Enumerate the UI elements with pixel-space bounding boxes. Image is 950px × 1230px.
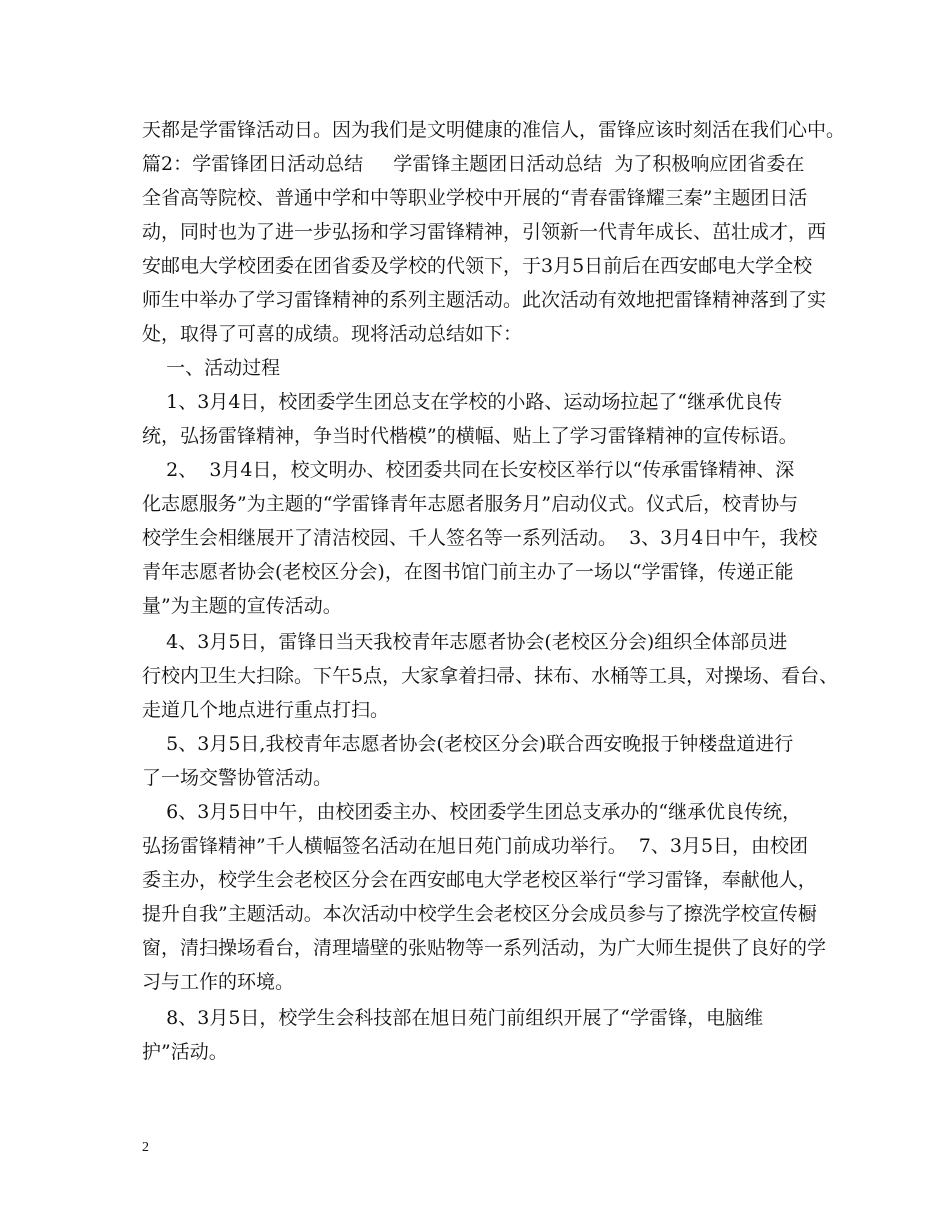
text-line: 量”为主题的宣传活动。 xyxy=(142,595,342,617)
text-line: 师生中举办了学习雷锋精神的系列主题活动。此次活动有效地把雷锋精神落到了实 xyxy=(142,289,827,311)
page-number: 2 xyxy=(142,1140,149,1155)
text-line: 了一场交警协管活动。 xyxy=(142,767,333,789)
text-line: 青年志愿者协会(老校区分会)，在图书馆门前主办了一场以“学雷锋，传递正能 xyxy=(142,561,794,583)
text-line: 4、3月5日，雷锋日当天我校青年志愿者协会(老校区分会)组织全体部员进 xyxy=(142,631,788,653)
text-line: 习与工作的环境。 xyxy=(142,971,295,993)
text-line: 安邮电大学校团委在团省委及学校的代领下，于3月5日前后在西安邮电大学全校 xyxy=(142,255,813,277)
text-line: 窗，清扫操场看台，清理墙壁的张贴物等一系列活动，为广大师生提供了良好的学 xyxy=(142,937,827,959)
text-line: 校学生会相继展开了清洁校园、千人签名等一系列活动。 3、3月4日中午，我校 xyxy=(142,527,818,549)
text-line: 2、 3月4日，校文明办、校团委共同在长安校区举行以“传承雷锋精神、深 xyxy=(142,459,795,481)
text-line: 全省高等院校、普通中学和中等职业学校中开展的“青春雷锋耀三秦”主题团日活 xyxy=(142,187,808,209)
section-heading: 一、活动过程 xyxy=(142,357,281,379)
text-line: 统，弘扬雷锋精神，争当时代楷模”的横幅、贴上了学习雷锋精神的宣传标语。 xyxy=(142,425,798,447)
text-line: 8、3月5日，校学生会科技部在旭日苑门前组织开展了“学雷锋，电脑维 xyxy=(142,1007,764,1029)
text-line: 5、3月5日,我校青年志愿者协会(老校区分会)联合西安晚报于钟楼盘道进行 xyxy=(142,733,794,755)
text-line: 弘扬雷锋精神”千人横幅签名活动在旭日苑门前成功举行。 7、3月5日，由校团 xyxy=(142,835,809,857)
text-line: 篇2：学雷锋团日活动总结 学雷锋主题团日活动总结 为了积极响应团省委在 xyxy=(142,153,805,175)
text-line: 行校内卫生大扫除。下午5点，大家拿着扫帚、抹布、水桶等工具，对操场、看台、 xyxy=(142,665,839,687)
text-line: 提升自我”主题活动。本次活动中校学生会老校区分会成员参与了擦洗学校宣传橱 xyxy=(142,903,817,925)
text-line: 委主办，校学生会老校区分会在西安邮电大学老校区举行“学习雷锋，奉献他人， xyxy=(142,869,817,891)
text-line: 动，同时也为了进一步弘扬和学习雷锋精神，引领新一代青年成长、茁壮成才，西 xyxy=(142,221,827,243)
text-line: 护”活动。 xyxy=(142,1041,228,1063)
text-line: 走道几个地点进行重点打扫。 xyxy=(142,699,390,721)
text-line: 天都是学雷锋活动日。因为我们是文明健康的准信人，雷锋应该时刻活在我们心中。 xyxy=(142,119,846,141)
text-line: 6、3月5日中午，由校团委主办、校团委学生团总支承办的“继承优良传统， xyxy=(142,801,802,823)
text-line: 1、3月4日，校团委学生团总支在学校的小路、运动场拉起了“继承优良传 xyxy=(142,391,783,413)
text-line: 化志愿服务”为主题的“学雷锋青年志愿者服务月”启动仪式。仪式后，校青协与 xyxy=(142,493,799,515)
text-line: 处，取得了可喜的成绩。现将活动总结如下： xyxy=(142,323,523,345)
